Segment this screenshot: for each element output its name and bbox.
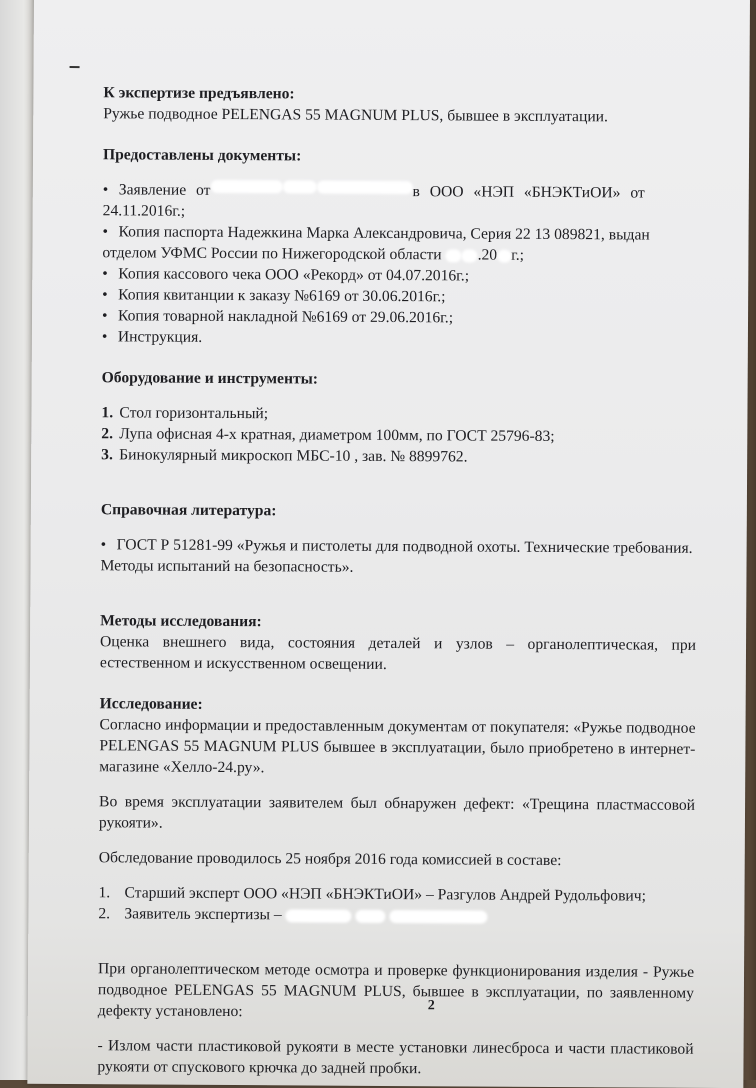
redaction <box>497 250 511 263</box>
list-item: • Копия кассового чека ООО «Рекорд» от 04.07.2016г.; <box>102 265 470 285</box>
page-number: 2 <box>427 998 435 1014</box>
document-page <box>27 0 750 1088</box>
document-body <box>97 82 699 1081</box>
research-paragraph: Обследование проводилось 25 ноября 2016 года комиссией в составе: <box>98 849 562 870</box>
list-item: 2. Заявитель экспертизы – <box>98 903 694 928</box>
heading-equipment: Оборудование и инструменты: <box>101 369 319 388</box>
heading-methods: Методы исследования: <box>100 612 262 631</box>
heading-research: Исследование: <box>99 695 203 713</box>
redaction <box>389 910 487 924</box>
list-item: • Копия товарной накладной №6169 от 29.06.2016г.; <box>101 307 454 327</box>
list-item: 1. Стол горизонтальный; <box>101 404 269 423</box>
findings-paragraph: При органолептическом методе осмотра и проверке функционирования изделия - Ружье подводное PELENGAS 55 MAGNUM PLUS, бывшее в эксплуатации, по заявленному дефекту установлено: <box>97 960 695 1021</box>
list-item: • Инструкция. <box>101 328 203 346</box>
list-item: • ГОСТ Р 51281-99 «Ружья и пистолеты для подводной охоты. Технические требования. Методы испытаний на безопасность». <box>100 536 693 576</box>
heading-presented: К экспертизе предъявлено: <box>103 84 295 103</box>
redaction <box>282 180 316 193</box>
redaction <box>462 249 478 262</box>
list-item: • Копия паспорта Надежкина Марка Александровича, Серия 22 13 089821, выдан отделом УФМС России по Нижегородской области .20 г.; <box>102 223 650 264</box>
redaction <box>286 909 352 922</box>
redaction <box>446 249 462 262</box>
list-item: • Заявление от в ООО «НЭП «БНЭКТиОИ» от 24.11.2016г.; <box>102 181 645 220</box>
list-item: 2. Лупа офисная 4-х кратная, диаметром 100мм, по ГОСТ 25796-83; <box>101 425 555 446</box>
list-item: 3. Бинокулярный микроскоп МБС-10 , зав. № 8899762. <box>101 446 468 466</box>
heading-documents: Предоставлены документы: <box>102 146 302 165</box>
presented-text: Ружье подводное PELENGAS 55 MAGNUM PLUS, бывшее в эксплуатации. <box>103 105 608 126</box>
research-paragraph: Во время эксплуатации заявителем был обнаружен дефект: «Трещина пластмассовой рукояти». <box>98 793 696 832</box>
list-item: 1. Старший эксперт ООО «НЭП «БНЭКТиОИ» – Разгулов Андрей Рудольфович; <box>98 884 647 905</box>
heading-literature: Справочная литература: <box>100 501 277 520</box>
research-paragraph: Согласно информации и предоставленным документам от покупателя: «Ружье подводное PELENGAS 55 MAGNUM PLUS бывшее в эксплуатации, было приобретено в интернет-магазине «Хелло-24.ру». <box>99 716 696 777</box>
methods-text: Оценка внешнего вида, состояния деталей и узлов – органолептическая, при естественном и искусственном освещении. <box>99 633 697 673</box>
redaction <box>210 180 282 193</box>
margin-mark <box>70 66 80 68</box>
list-item: • Копия квитанции к заказу №6169 от 30.06.2016г.; <box>102 286 446 306</box>
findings-paragraph: - Излом части пластиковой рукояти в месте установки линесброса и части пластиковой рукояти от спускового крючка до задней пробки. <box>97 1037 694 1078</box>
redaction <box>316 181 412 195</box>
redaction <box>355 910 385 923</box>
